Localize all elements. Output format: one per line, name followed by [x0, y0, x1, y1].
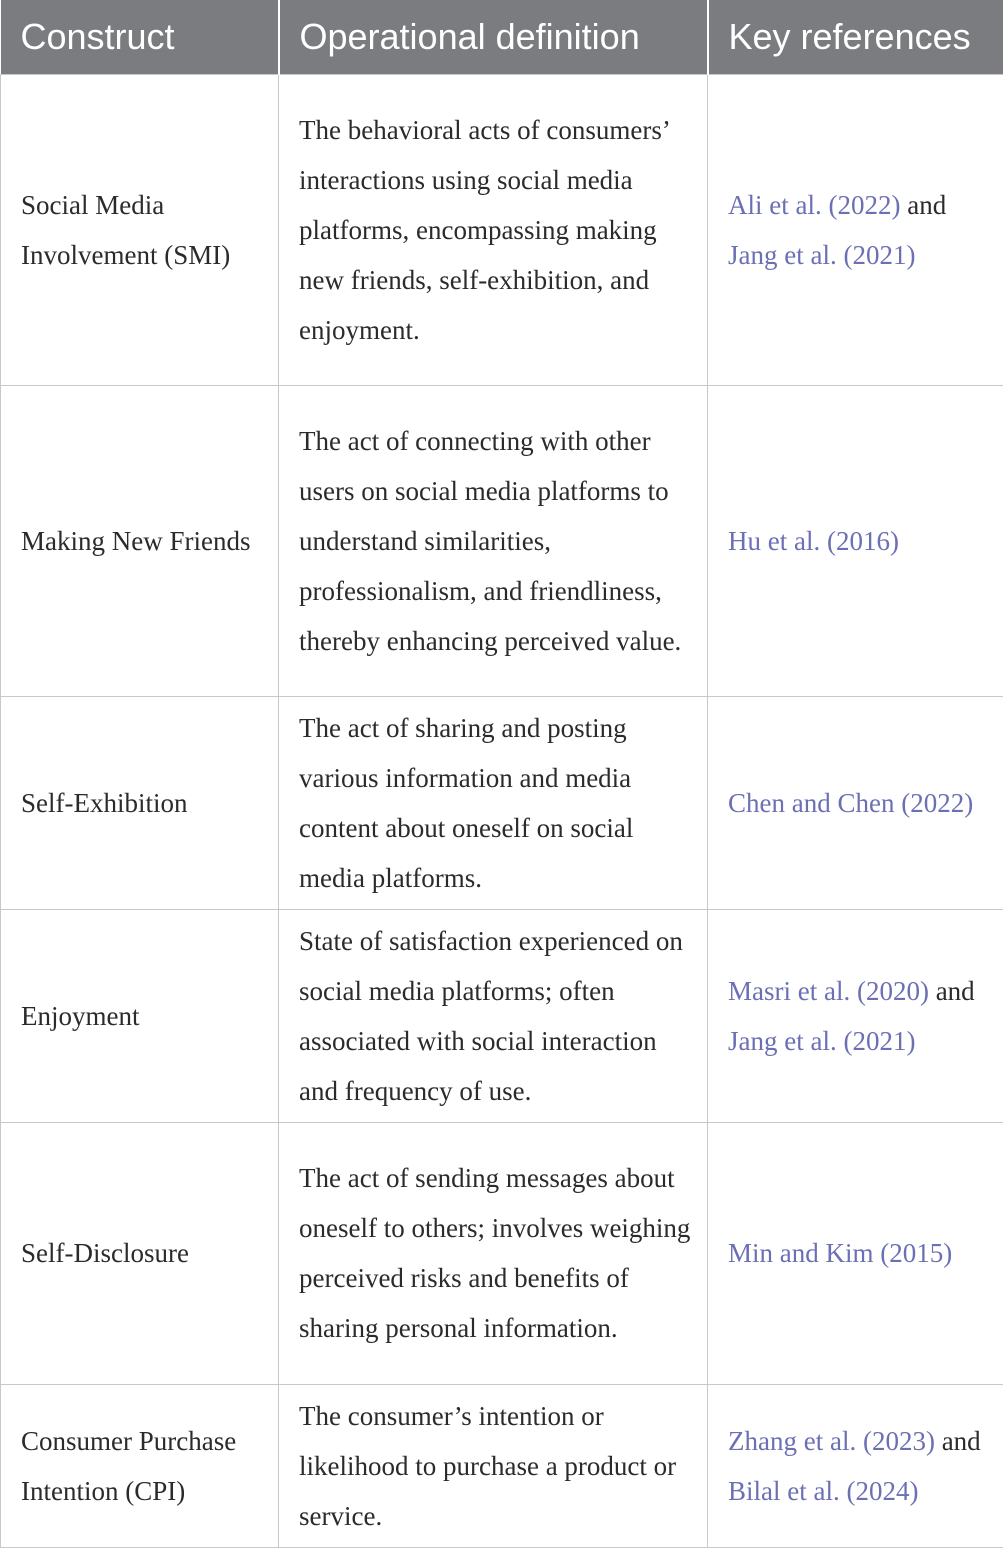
reference-link[interactable]: Hu et al. (2016): [728, 525, 899, 556]
table-row: [1, 74, 1003, 385]
references-cell: [708, 1384, 1003, 1547]
table-row: [1, 1384, 1003, 1547]
header-key-references: Key references: [708, 0, 1003, 74]
references-cell: [708, 696, 1003, 909]
reference-link[interactable]: Jang et al. (2021): [728, 239, 916, 270]
references-cell: [708, 1122, 1003, 1384]
definition-cell: The act of sharing and posting various information and media content about oneself on social media platforms.: [279, 696, 708, 909]
reference-connector: and: [934, 1425, 981, 1456]
reference-link[interactable]: Ali et al. (2022): [728, 189, 901, 220]
construct-cell: Making New Friends: [1, 385, 279, 696]
construct-cell: Self-Disclosure: [1, 1122, 279, 1384]
header-operational-definition: Operational definition: [279, 0, 708, 74]
table-row: [1, 385, 1003, 696]
header-construct: Construct: [1, 0, 279, 74]
table-row: [1, 696, 1003, 909]
reference-link[interactable]: Chen and Chen (2022): [728, 787, 974, 818]
reference-connector: and: [900, 189, 947, 220]
reference-link[interactable]: Min and Kim (2015): [728, 1238, 953, 1268]
definition-cell: State of satisfaction experienced on social media platforms; often associated with social interaction and frequency of use.: [279, 909, 708, 1122]
construct-cell: Self-Exhibition: [1, 696, 279, 909]
references-cell: [708, 909, 1003, 1122]
reference-link[interactable]: Masri et al. (2020): [728, 975, 929, 1006]
reference-connector: and: [928, 975, 975, 1006]
construct-cell: Social Media Involvement (SMI): [1, 74, 279, 385]
definition-cell: The act of sending messages about oneself to others; involves weighing perceived risks and benefits of sharing personal information.: [279, 1122, 708, 1384]
table-row: [1, 909, 1003, 1122]
table-header: [1, 0, 1003, 74]
table-row: [1, 1122, 1003, 1384]
reference-link[interactable]: Jang et al. (2021): [728, 1025, 916, 1056]
construct-cell: Enjoyment: [1, 909, 279, 1122]
definition-cell: The act of connecting with other users on social media platforms to understand similarities, professionalism, and friendliness, thereby enhancing perceived value.: [279, 385, 708, 696]
table-body: [1, 74, 1003, 1547]
reference-link[interactable]: Zhang et al. (2023): [728, 1425, 935, 1456]
references-cell: [708, 74, 1003, 385]
construct-cell: Consumer Purchase Intention (CPI): [1, 1384, 279, 1547]
definition-cell: The consumer’s intention or likelihood to purchase a product or service.: [279, 1384, 708, 1547]
definition-cell: The behavioral acts of consumers’ interactions using social media platforms, encompassing making new friends, self-exhibition, and enjoyment.: [279, 74, 708, 385]
header-row: [1, 0, 1003, 74]
references-cell: [708, 385, 1003, 696]
reference-link[interactable]: Bilal et al. (2024): [728, 1475, 919, 1506]
